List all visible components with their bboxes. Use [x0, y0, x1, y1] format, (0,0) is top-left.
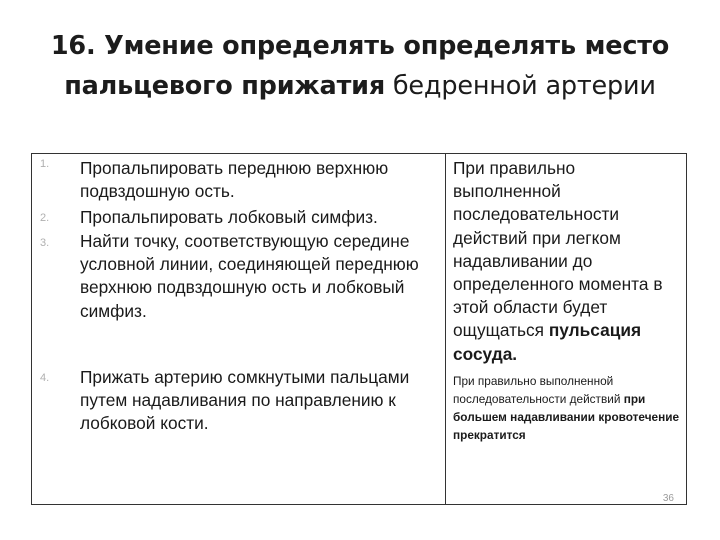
step-text: Прижать артерию сомкнутыми пальцами путем надавливания по направлению к лобковой кости.: [80, 367, 410, 434]
step-number: 1.: [40, 158, 50, 170]
result-note-text: [453, 372, 681, 444]
page-number: 36: [662, 493, 674, 504]
result-note-bold: при большем надавливании кровотечение прекратится: [453, 391, 680, 442]
content-table: [31, 153, 687, 505]
step-text: Пропальпировать переднюю верхнюю подвздошную ость.: [80, 158, 389, 202]
result-note-normal: При правильно выполненной последовательности действий: [453, 373, 624, 406]
title-line-1: 16. Умение определять определять место: [50, 31, 670, 61]
result-main-normal: При правильно выполненной последовательности действий при легком надавливании до определенного момента в этой области будет ощущаться: [453, 158, 663, 341]
step-number: 3.: [40, 237, 50, 249]
step-number: 4.: [40, 372, 50, 384]
title-normal-part: бедренной артерии: [385, 71, 656, 101]
step-text: Найти точку, соответствующую середине условной линии, соединяющей переднюю верхнюю подвздошную ость и лобковый симфиз.: [80, 231, 419, 321]
title-bold-part: пальцевого прижатия: [64, 71, 385, 101]
step-text: Пропальпировать лобковый симфиз.: [80, 207, 378, 227]
column-divider: [445, 154, 446, 504]
result-column: [453, 157, 681, 444]
step-number: 2.: [40, 212, 50, 224]
result-main-text: [453, 157, 681, 366]
slide-title: [40, 26, 680, 106]
result-main-bold: пульсация сосуда.: [453, 320, 642, 364]
title-line-2: [40, 66, 680, 106]
